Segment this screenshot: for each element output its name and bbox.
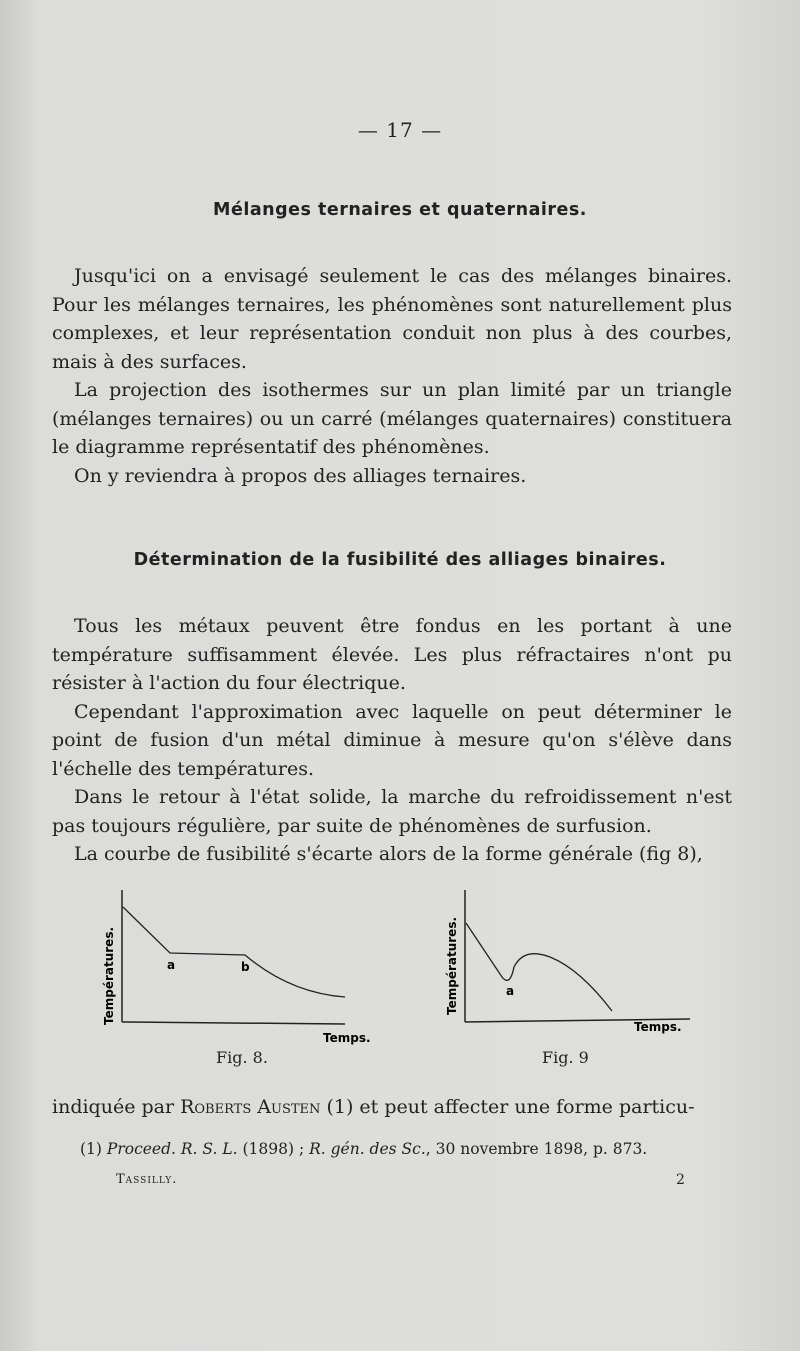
paragraph: La projection des isothermes sur un plan limité par un triangle (mélanges ternaires) ou un carré (mélanges quaternaires) constituera le diagramme représentatif des phénomènes. (52, 379, 732, 458)
figure-8 (95, 885, 385, 1049)
x-axis (122, 1022, 345, 1024)
continuation-line (52, 1093, 732, 1122)
paragraph: La courbe de fusibilité s'écarte alors de la forme générale (fig 8), (74, 843, 703, 865)
figure-8-caption: Fig. 8. (216, 1048, 268, 1067)
citation-text: , 30 novembre 1898, p. 873. (425, 1140, 648, 1158)
x-axis-label: Temps. (323, 1031, 371, 1045)
figure-8-graph (95, 885, 385, 1045)
citation-journal: Proceed. R. S. L. (106, 1140, 238, 1158)
section-heading-fusibilite: Détermination de la fusibilité des alliages binaires. (133, 550, 667, 570)
paragraph: Cependant l'approximation avec laquelle on peut déterminer le point de fusion d'un métal diminue à mesure qu'on s'élève dans l'échelle des températures. (52, 700, 732, 780)
paragraph: Jusqu'ici on a envisagé seulement le cas des mélanges binaires. Pour les mélanges ternaires, les phénomènes sont naturellement plus complexes, et leur représentation conduit non plus à des courbes, mais à des surfaces. (52, 265, 732, 373)
paragraph (52, 1093, 732, 1122)
point-label-a: a (506, 984, 515, 998)
footer-author: Tassilly. (116, 1172, 178, 1187)
y-axis-label: Températures. (102, 926, 116, 1025)
figure-9 (440, 885, 700, 1044)
x-axis-label: Temps. (634, 1020, 682, 1034)
y-axis-label: Températures. (445, 916, 459, 1015)
section2-body (52, 612, 732, 869)
paragraph: Tous les métaux peuvent être fondus en les portant à une température suffisamment élevée. Les plus réfractaires n'ont pu résister à l'action du four électrique. (52, 615, 732, 694)
cooling-curve (123, 907, 345, 997)
point-label-b: b (241, 960, 250, 974)
figure-9-caption: Fig. 9 (542, 1048, 589, 1067)
figure-9-graph (440, 885, 700, 1040)
footnote (80, 1140, 720, 1158)
section1-body (52, 262, 732, 490)
paragraph: Dans le retour à l'état solide, la marche du refroidissement n'est pas toujours régulière, par suite de phénomènes de surfusion. (52, 786, 732, 837)
citation-journal: R. gén. des Sc. (309, 1140, 426, 1158)
paragraph: On y reviendra à propos des alliages ternaires. (74, 464, 527, 487)
author-name: Roberts Austen (180, 1096, 321, 1118)
text-run: indiquée par (52, 1096, 181, 1118)
cooling-curve (466, 923, 612, 1011)
citation-text: (1898) ; (237, 1140, 310, 1158)
section-heading-ternaires: Mélanges ternaires et quaternaires. (213, 200, 587, 220)
footer-signature: 2 (676, 1172, 685, 1188)
point-label-a: a (167, 958, 176, 972)
page-number: — 17 — (357, 118, 443, 142)
text-run: (1) et peut affecter une forme particu- (320, 1096, 695, 1118)
footnote-marker: (1) (80, 1140, 102, 1158)
